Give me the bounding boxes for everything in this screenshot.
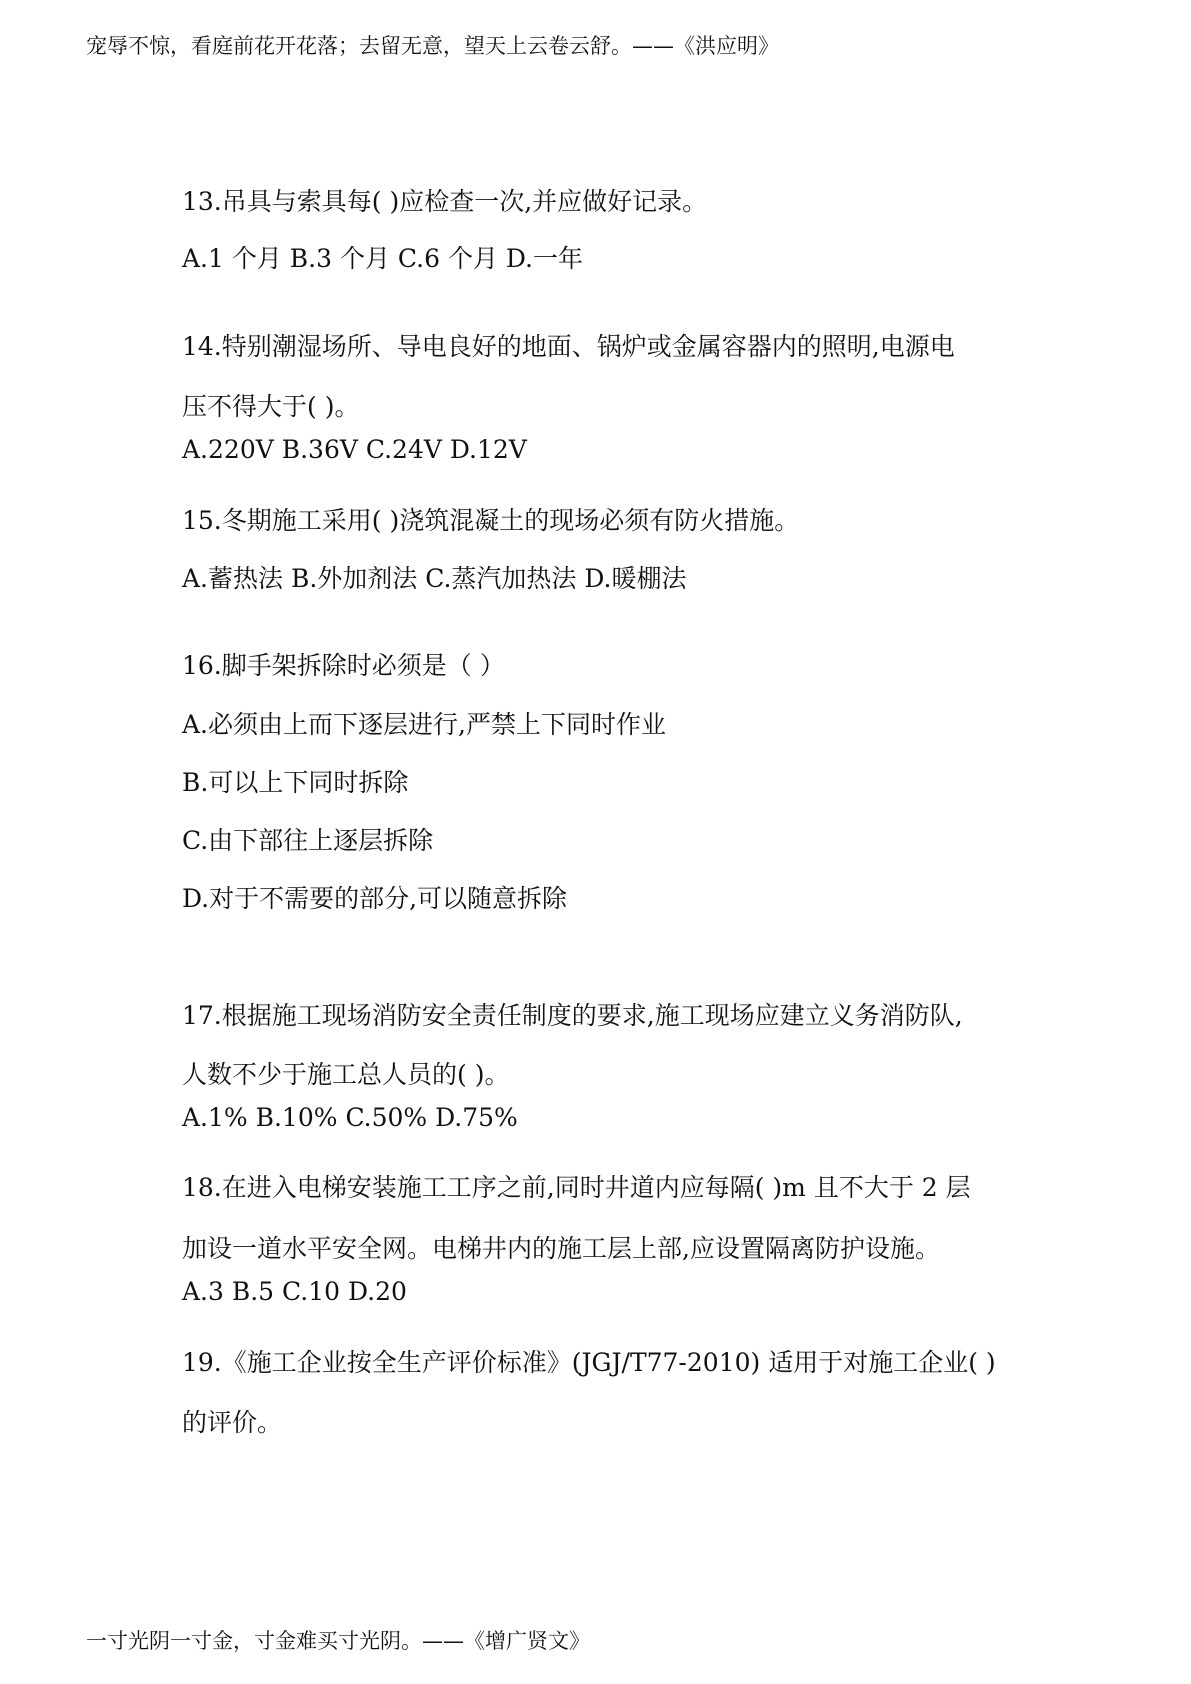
question-18-stem-line-2: 加设一道水平安全网。电梯井内的施工层上部,应设置隔离防护设施。 [182,1234,940,1263]
question-19-stem-line-2: 的评价。 [182,1408,283,1437]
question-16-stem-line-1: 16.脚手架拆除时必须是（ ） [182,651,505,680]
question-14-stem-line-2: 压不得大于( )。 [182,392,360,421]
question-17-stem-line-2: 人数不少于施工总人员的( )。 [182,1060,510,1089]
question-15-stem-line-1: 15.冬期施工采用( )浇筑混凝土的现场必须有防火措施。 [182,506,800,535]
question-18-options: A.3 B.5 C.10 D.20 [182,1277,407,1306]
question-13-stem-line-1: 13.吊具与索具每( )应检查一次,并应做好记录。 [182,187,708,216]
question-16-option-c: C.由下部往上逐层拆除 [182,826,434,855]
question-16-option-b: B.可以上下同时拆除 [182,768,409,797]
question-13-options: A.1 个月 B.3 个月 C.6 个月 D.一年 [182,244,584,273]
question-14-options: A.220V B.36V C.24V D.12V [182,435,527,464]
question-18-stem-line-1: 18.在进入电梯安装施工工序之前,同时井道内应每隔( )m 且不大于 2 层 [182,1173,971,1202]
question-16-option-d: D.对于不需要的部分,可以随意拆除 [182,884,568,913]
question-16-option-a: A.必须由上而下逐层进行,严禁上下同时作业 [182,710,666,739]
header-quote: 宠辱不惊，看庭前花开花落；去留无意，望天上云卷云舒。——《洪应明》 [86,34,779,58]
question-17-stem-line-1: 17.根据施工现场消防安全责任制度的要求,施工现场应建立义务消防队, [182,1001,963,1030]
question-14-stem-line-1: 14.特别潮湿场所、导电良好的地面、锅炉或金属容器内的照明,电源电 [182,332,955,361]
footer-quote: 一寸光阴一寸金，寸金难买寸光阴。——《增广贤文》 [86,1629,590,1653]
question-15-options: A.蓄热法 B.外加剂法 C.蒸汽加热法 D.暖棚法 [182,564,687,593]
question-17-options: A.1% B.10% C.50% D.75% [182,1103,518,1132]
question-19-stem-line-1: 19.《施工企业按全生产评价标准》(JGJ/T77-2010) 适用于对施工企业( ) [182,1348,996,1377]
